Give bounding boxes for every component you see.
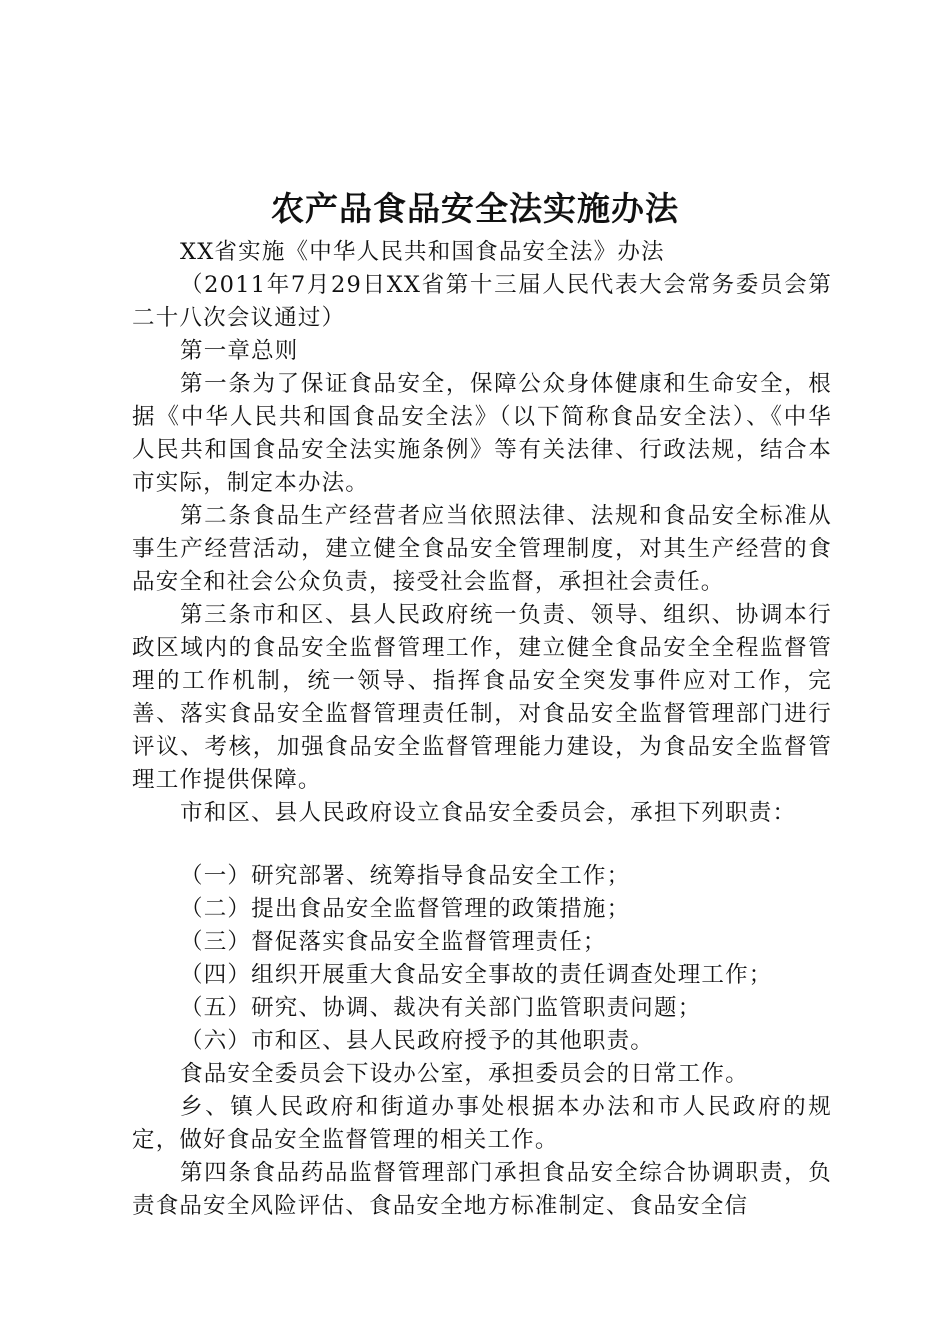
committee-office: 食品安全委员会下设办公室，承担委员会的日常工作。 — [180, 1061, 749, 1087]
duty-item-2: （二）提出食品安全监督管理的政策措施； — [180, 896, 631, 922]
committee-intro: 市和区、县人民政府设立食品安全委员会，承担下列职责： — [180, 800, 797, 826]
article-2: 第二条食品生产经营者应当依照法律、法规和食品安全标准从事生产经营活动，建立健全食品安全管理制度，对其生产经营的食品安全和社会公众负责，接受社会监督，承担社会责任。 — [132, 503, 832, 595]
duty-item-1: （一）研究部署、统筹指导食品安全工作； — [180, 863, 631, 889]
duty-item-6: （六）市和区、县人民政府授予的其他职责。 — [180, 1028, 655, 1054]
duty-item-3: （三）督促落实食品安全监督管理责任； — [180, 929, 607, 955]
chapter-heading: 第一章总则 — [180, 338, 299, 364]
article-4: 第四条食品药品监督管理部门承担食品安全综合协调职责，负责食品安全风险评估、食品安全地方标准制定、食品安全信 — [132, 1160, 832, 1219]
adoption-note: （2011年7月29日XX省第十三届人民代表大会常务委员会第二十八次会议通过） — [132, 272, 832, 331]
document-title: 农产品食品安全法实施办法 — [271, 189, 679, 228]
article-3: 第三条市和区、县人民政府统一负责、领导、组织、协调本行政区域内的食品安全监督管理工作，建立健全食品安全全程监督管理的工作机制，统一领导、指挥食品安全突发事件应对工作，完善、落实食品安全监督管理责任制，对食品安全监督管理部门进行评议、考核，加强食品安全监督管理能力建设，为食品安全监督管理工作提供保障。 — [132, 602, 832, 793]
township-duty: 乡、镇人民政府和街道办事处根据本办法和市人民政府的规定，做好食品安全监督管理的相关工作。 — [132, 1094, 832, 1153]
duty-item-5: （五）研究、协调、裁决有关部门监管职责问题； — [180, 995, 702, 1021]
document-body — [132, 236, 832, 1223]
regulation-name: XX省实施《中华人民共和国食品安全法》办法 — [180, 239, 665, 265]
paragraph-spacer — [132, 830, 832, 860]
duty-item-4: （四）组织开展重大食品安全事故的责任调查处理工作； — [180, 962, 773, 988]
article-1: 第一条为了保证食品安全，保障公众身体健康和生命安全，根据《中华人民共和国食品安全法》（以下简称食品安全法）、《中华人民共和国食品安全法实施条例》等有关法律、行政法规，结合本市实际，制定本办法。 — [132, 371, 832, 496]
